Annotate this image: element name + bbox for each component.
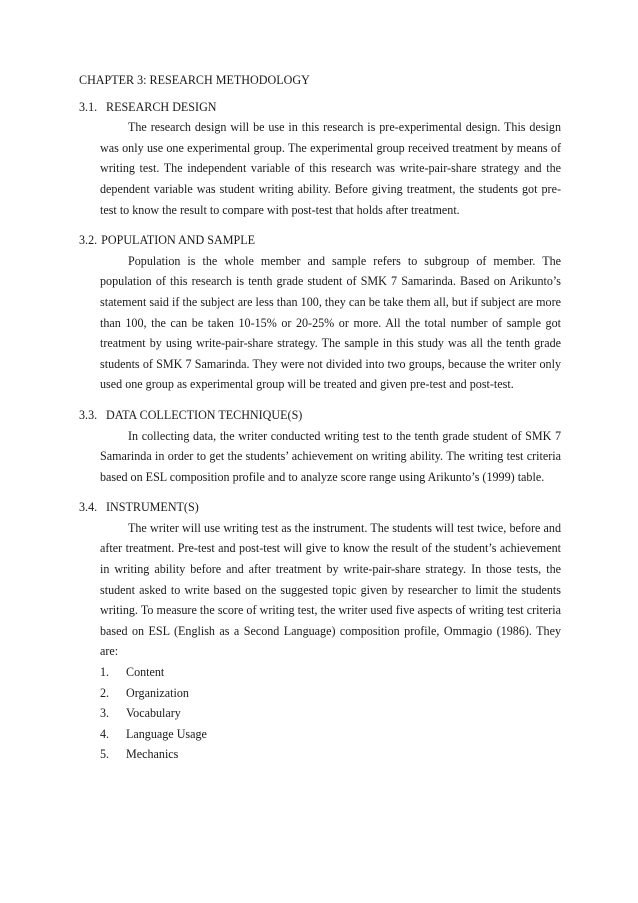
list-item [100,683,561,704]
list-item-label: Mechanics [126,747,179,762]
section-number: 3.1. [79,99,98,114]
section-title: DATA COLLECTION TECHNIQUE(S) [106,407,303,422]
section-title: INSTRUMENT(S) [106,500,199,515]
aspect-list [100,662,561,765]
section-title: POPULATION AND SAMPLE [101,233,256,248]
section-heading [79,230,561,251]
section-heading [79,97,561,118]
list-item [100,703,561,724]
list-item [100,724,561,745]
section-research-design [79,97,561,221]
list-marker: 5. [100,747,110,762]
section-population-and-sample [79,230,561,395]
section-paragraph: The research design will be use in this research is pre-experimental design. This design was only use one experimental group. The experimental group received treatment by means of writing test. The independent variable of this research was write-pair-share strategy and the dependent variable was student writing ability. Before giving treatment, the students got pre-test to know the result to compare with post-test that holds after treatment. [100,120,561,217]
list-item-label: Content [126,665,165,680]
document-page [79,70,561,775]
section-title: RESEARCH DESIGN [106,99,217,114]
section-number: 3.2. [79,233,98,248]
section-paragraph: Population is the whole member and sample refers to subgroup of member. The population of this research is tenth grade student of SMK 7 Samarinda. Based on Arikunto’s statement said if the subject are less than 100, they can be take them all, but if subject are more than 100, the can be taken 10-15% or 20-25% or more. All the total number of sample got treatment by using write-pair-share strategy. The sample in this study was all the tenth grade students of SMK 7 Samarinda. They were not divided into two groups, because the writer only used one group as experimental group will be treated and given pre-test and post-test. [100,253,561,392]
list-item [100,744,561,765]
list-item-label: Language Usage [126,726,207,741]
list-item [100,662,561,683]
section-heading [79,497,561,518]
section-number: 3.4. [79,500,98,515]
section-heading [79,405,561,426]
section-number: 3.3. [79,407,98,422]
section-data-collection-technique [79,405,561,487]
list-item-label: Vocabulary [126,706,181,721]
list-marker: 3. [100,706,110,721]
section-instruments [79,497,561,765]
list-marker: 1. [100,665,110,680]
chapter-title: CHAPTER 3: RESEARCH METHODOLOGY [79,73,310,87]
list-marker: 4. [100,726,110,741]
section-paragraph: The writer will use writing test as the instrument. The students will test twice, before and after treatment. Pre-test and post-test will give to know the result of the student’s achievement in writing ability before and after treatment by write-pair-share strategy. In those tests, the student asked to write based on the suggested topic given by researcher to limit the students writing. To measure the score of writing test, the writer used five aspects of writing test criteria based on ESL (English as a Second Language) composition profile, Ommagio (1986). They are: [100,520,561,659]
list-marker: 2. [100,685,110,700]
section-paragraph: In collecting data, the writer conducted writing test to the tenth grade student of SMK 7 Samarinda in order to get the students’ achievement on writing ability. The writing test criteria based on ESL composition profile and to analyze score range using Arikunto’s (1999) table. [100,428,561,484]
list-item-label: Organization [126,685,189,700]
